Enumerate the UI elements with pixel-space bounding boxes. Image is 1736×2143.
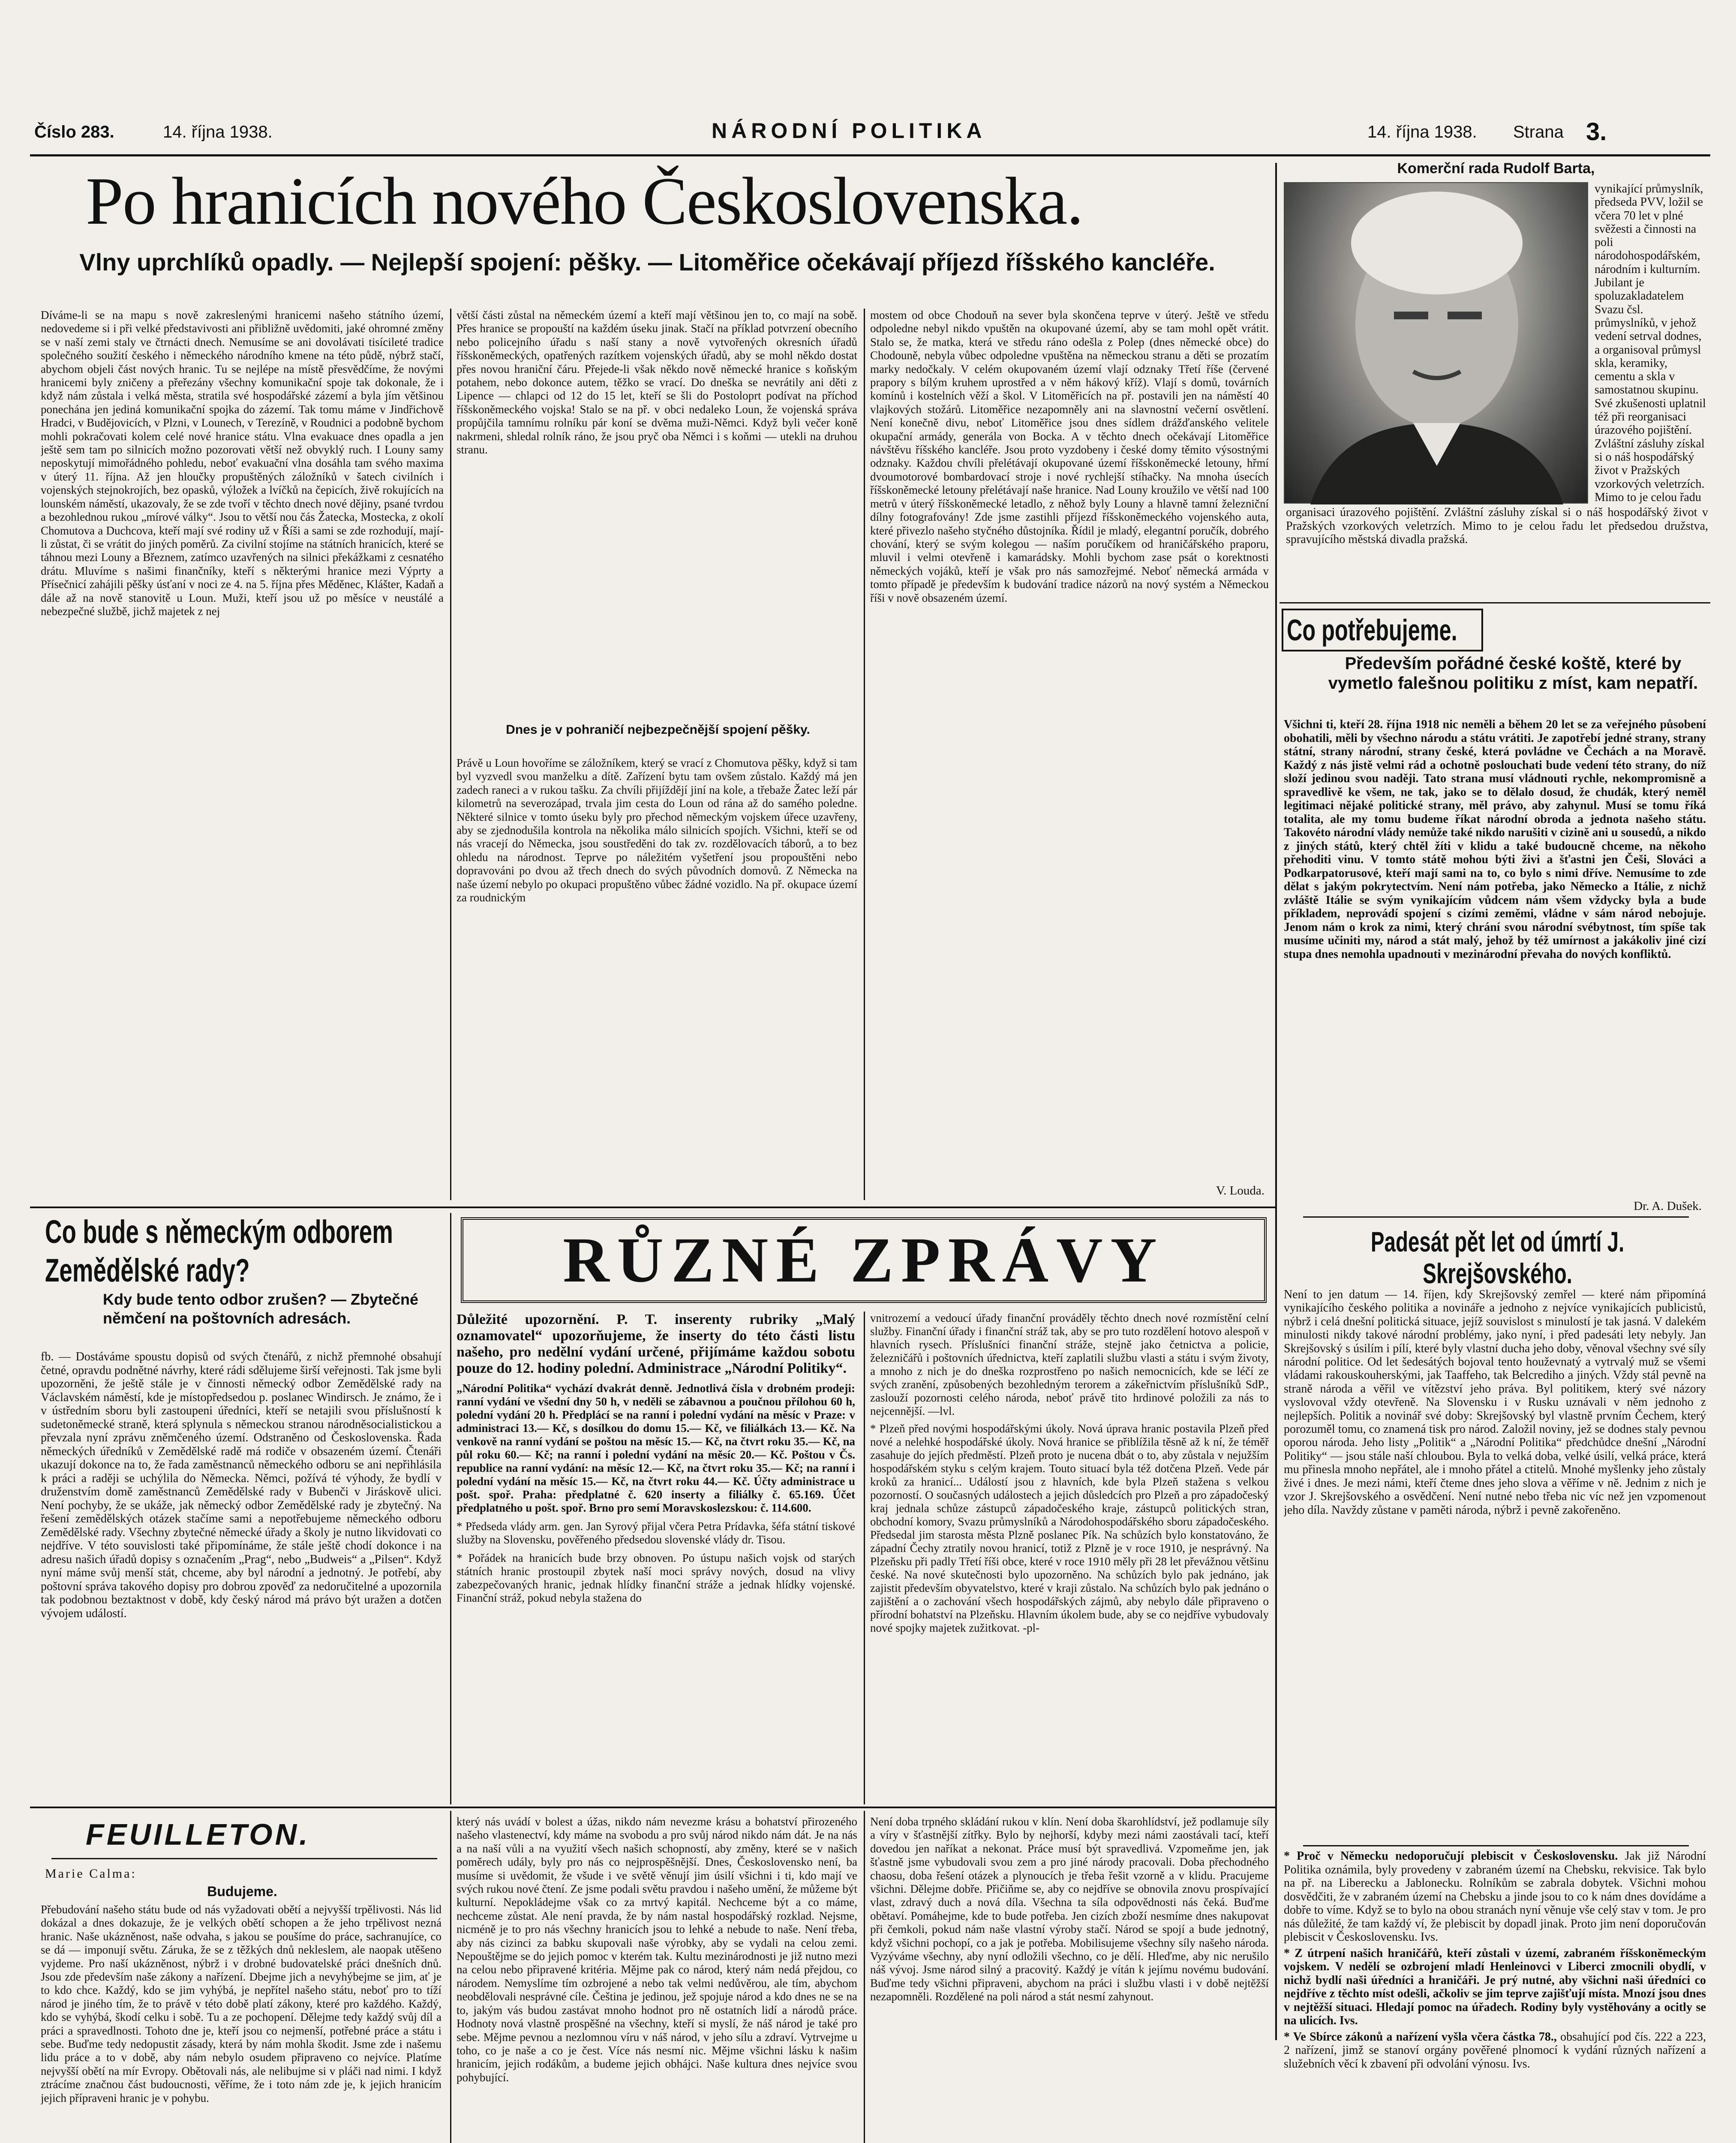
date-left: 14. října 1938. bbox=[163, 123, 273, 141]
main-story-col3: mostem od obce Chodouň na sever byla skončena teprve v úterý. Ještě ve středu odpoledne nebyl nikdo vpuštěn na okupované území, aby se tam mohl opět vrátit. Stalo se, že matka, která ve středu ráno odešla z Polep (dnes německé obce) do Chodouně, nebyla vůbec odpoledne vpuštěna na německou stranu a děti se prozatím marky nedočkaly. V celém okupovaném území vlají odznaky Třetí říše (červené prapory s bílým kruhem uprostřed a v něm hákový kříž). Vlají s domů, továrních komínů i kostelních věží a škol. V Litoměřicích na př. postavili jen na náměstí 40 vlajkových stožárů. Litoměřice nezapomněly ani na slavnostní večerní osvětlení. Není konečně divu, neboť Litoměřice jsou dnes sídlem drážďanského velitele okupační armády, generála von Bocka. A v těchto dnech očekávají Litoměřice návštěvu říšského kancléře. Jsou proto vyzdobeny i české domy těmito výsostnými odznaky. Každou chvíli přelétávají okupované území říšskoněmecké letouny, hřmí dvoumotorové bombardovací stroje i nové rychlejší stíhačky. Na mnoha úsecích říšskoněmecké letouny přelétávají naše hranice. Nad Louny kroužilo ve větší nad 100 metrů v úterý říšskoněmecké letadlo, z něhož byly Louny a hlavně tamní železniční dílny fotografovány! Zde jsme zastihli příjezd říšskoněmeckého vojenského auta, které přivezlo našeho styčného důstojníka. Řídil je mladý, elegantní poručík, dobrého chování, který se svým kolegou — naším poručíkem od hraničářského praporu, mluvil i velmi otevřeně i kamarádsky. Mohli bychom zase psát o korektnosti německých vojáků, kteří je však pro nás samozřejmé. Neboť německá armáda v tomto případě je především k budování tradice názorů na nový systém a Německou říši v nově obsazeném území. bbox=[870, 309, 1269, 604]
column-rule bbox=[1275, 163, 1277, 2040]
column-rule bbox=[450, 1811, 451, 2143]
main-subheadline: Vlny uprchlíků opadly. — Nejlepší spojení: pěšky. — Litoměřice očekávají příjezd říšského kancléře. bbox=[79, 249, 1215, 276]
potrebujeme-body: Všichni ti, kteří 28. října 1918 nic neměli a během 20 let se za veřejného působení obohatili, měli by všechno národu a státu vrátiti. Je zapotřebí jedné strany, strany státní, strany národní, strany české, která povládne ve Čechách a na Moravě. Každý z nás jistě velmi rád a ochotně poslouchati bude vedení této strany, do níž složí jedinou svou naději. Tato strana musí vládnouti rychle, nekompromisně a spravedlivě ke všem, ne tak, jako se to dělalo dosud, že chudák, který neměl legitimaci nějaké politické strany, měl právo, aby zahynul. Musí se tomu říká totalita, ale my tomu budeme říkat národní obroda a jednota našeho státu. Takovéto národní vlády nemůže také nikdo narušiti v cizině ani u sousedů, a nikdo z jiných států, který chtěl žíti v klidu a také budoucně chceme, na někoho přehoditi vinu. V tomto státě mohou býti živi a šťastni jen Češi, Slováci a Podkarpatorusové, kteří mají sami na to, co bylo s nimi dříve. Nemusíme to zde dělat s jakým pokrytectvím. Není nám potřeba, jako Německo a Itálie, z nichž zvláště Itálie se svým vynikajícím vůdcem nám všem vždycky byla a bude příkladem, neprovádí spojení s cizími zeměmi, vládne v sám národ nebojuje. Jenom nám o krok za nimi, který chrání svou národní svébytnost, tím spíše tak musíme učiniti my, národ a stát malý, jehož by též umírnost a jakákoliv jiné cizí stupa dnes nemohla upadnouti v mezinárodní převaha do nových konfliktů. bbox=[1284, 718, 1706, 961]
column-rule bbox=[450, 309, 451, 1200]
issue-number: Číslo 283. bbox=[34, 123, 114, 141]
financni-straz: vnitrozemí a vedoucí úřady finanční prováděly těchto dnech nové rozmístění celní služby. Finanční úřady i finanční stráž tak, aby se pro tuto rozdělení hotovo alespoň v hlavních rysech. Příslušníci finanční stráže, stejně jako četnictva a policie, železničářů i poštovních úřednictva, kteří zaplatili službu vlasti a státu i svým životy, a mnoho z nich je do dneška rozprostřeno po našich nemocnicích, kde se léčí ze svých zranění, způsobených bezohledným terorem a zákeřnictvím příslušníků SdP., zaslouží pozornosti celého národa, neboť právě tito hrdinové položili za nás to nejcennější. —lvl. bbox=[870, 1312, 1269, 1417]
portrait-photo bbox=[1284, 182, 1588, 504]
brief-note-3-body: obsahující pod čís. 222 a 223, 2 nařízení, jimž se stanoví orgány pověřené plnomocí k vydání různých nařízení a služebních věcí k zbavení při odvolání výnosu. Ivs. bbox=[1284, 2030, 1706, 2071]
feuilleton-title: FEUILLETON. bbox=[86, 1818, 310, 1851]
brief-note-3-title: * Ve Sbírce zákonů a nařízení vyšla včera částka 78., bbox=[1284, 2030, 1557, 2044]
skrejsovsky-body: Není to jen datum — 14. říjen, kdy Skrejšovský zemřel — které nám připomíná vynikajícího českého politika a novináře a jednoho z nejvíce vynikajících publicistů, nýbrž i celá dnešní politická situace, jejíž souvislost s minulostí je tak jasná. V dalekém minulosti nikdy takové národní problémy, jako nyní, i před padesáti lety nebyly. Jan Skrejšovský s úsilím i pílí, které byly vlastní ducha jeho doby, věnoval všechny své síly národní politice. Od let šedesátých bojoval tento houževnatý a vytrvalý muž se všemi vládami rakouskouherskými, jak Taaffeho, tak Belcrediho a jiných. Vždy stál pevně na straně národa a věřil ve vítězství jeho práva. Byl politikem, který své názory vyslovoval vždy otevřeně. Na Slovensku i v Rusku uznávali v něm jednoho z nejlepších. Politik a novinář své doby: Skrejšovský byl vlastně prvním Čechem, který porozuměl tomu, co znamená tisk pro národ. Založil noviny, jež se dodnes staly pevnou oporou národa. Jeho listy „Politik“ a „Národní Politika“ předchůdce dnešní „Národní Politiky“ — jsou stále naší chloubou. Byla to velká doba, velké úsilí, velká práce, která mu přinesla mnoho nepřátel, ale i mnoho přátel a ctitelů. Mnohé myšlenky jeho zůstaly živé i dnes. Je mezi námi, kteří čteme dnes jeho slova a věříme v ně. Jednim z nich je vzor J. Skrejšovského a osvědčení. Není nutné nebo třeba nic víc než jen vzpomenout jeho díla. Navždy zůstane v paměti národa, nýbrž i pevně zakořeněno. bbox=[1284, 1288, 1706, 1517]
main-story-col1: Díváme-li se na mapu s nově zakreslenými hranicemi našeho státního území, nedovedeme si i při velké představivosti ani přibližně uvědomiti, jaké ohromné změny se v naší zemi staly ve čtrnácti dnech. Nemusíme se ani dovolávati tisícileté tradice společného soužití českého i německého národního kmene na této půdě, nýbrž stačí, abychom objeli část nových hranic. Tu se nejlépe na místě přesvědčíme, že novými hranicemi byly zničeny a přeřezány všechny komunikační spoje tak dokonale, že i když nám zůstala i velká města, stratila své hospodářské zázemí a byla jím většinou ponechána jen jediná komunikační spojka do zázemí. Tak tomu máme v Jindřichově Hradci, v Budějovicích, v Plzni, v Lounech, v Terezíně, v Roudnici a podobně bychom mohli pokračovati kolem celé nové hranice státu. Vlna evakuace dnes opadla a jen ještě sem tam po silnicích možno pozorovati větší než obvyklý ruch. I Louny samy neposkytují mimořádného pohledu, neboť evakuační vlna dosáhla tam svého maxima v úterý 11. října. Až jen hloučky propuštěných záložníků v šatech civilních i vojenských stejnokrojích, bez opasků, výložek a lvíčků na čepicích, živě rokujících na lounském náměstí, ukazovaly, že se zde tvoří v těchto dnech nové dějiny, psané tvrdou a bezohlednou rukou „mírové války“. Jsou to větší nou čás Žatecka, Mostecka, z okolí Chomutova a Duchcova, kteří mají své rodiny už v Říši a sami se zde rozhodují, mají-li zůstat, či se vrátit do jiných poměrů. Za civilní stojíme na státních hranicích, které se táhnou mezi Louny a Březnem, zatímco uzavřených na silnici překážkami z cesnatého drátu. Mluvíme s našimi finančníky, kteří s některými hranice mezi Výprty a Přísečnicí zahájili pěšky úsťaní v noci ze 4. na 5. října přes Měděnec, Klášter, Kadaň a dále až na nově stanovitě u Loun. Muži, kteří jsou už po měsíce v neustálé a nebezpečné službě, jichž majetek z nej bbox=[41, 309, 444, 618]
potrebujeme-title: Co potřebujeme. bbox=[1287, 613, 1457, 647]
main-story-col2b: Právě u Loun hovoříme se záložníkem, který se vrací z Chomutova pěšky, když si tam byl vyzvedl svou manželku a dítě. Zařízení bytu tam ovšem zůstalo. Každý má jen zadech raneci a v rukou tašku. Za chvíli přijíždějí jiní na kole, a třebaže Žatec leží pár kilometrů na severozápad, trvala jim cesta do Loun od rána až do samého poledne. Některé silnice v tomto úseku byly pro přechod německým vojskem úřece uzavřeny, aby se zjednodušila kontrola na několika málo silnicích spojích. Všichni, kteří se od nás vracejí do Německa, jsou soustředěni do tak zv. rozdělovacích táborů, a to bez ohledu na národnost. Teprve po náležitém vyšetření jsou propouštěni nebo dopravováni po dvou až třech dnech do svých původních domovů. Z Německa na naše území nebylo po okupaci propuštěno vůbec žádné vozidlo. Na př. okupace území za roudnickým bbox=[457, 756, 857, 904]
predplatne: „Národní Politika“ vychází dvakrát denně. Jednotlivá čísla v drobném prodeji: ranní vydání ve všední dny 50 h, v neděli se zábavnou a poučnou přílohou 60 h, polední vydání 20 h. Předplácí se na ranní i polední vydání na měsíc v Praze: v administraci 13.— Kč, s dosílkou do domu 15.— Kč, ve filiálkách 13.— Kč. Na venkově na ranní vydání se poštou na měsíc 15.— Kč, na čtvrt roku 35.— Kč, na půl roku 60.— Kč; na ranní i polední vydání na měsíc 20.— Kč. Poštou v Čs. republice na ranní vydání: na měsíc 12.— Kč, na čtvrt roku 35.— Kč; na ranní i polední vydání na měsíc 15.— Kč, na čtvrt roku 44.— Kč. Účty administrace u pošt. spoř. Praha: předplatné č. 620 inserty a filiálky č. 65.169. Účet předplatného u pošt. spoř. Brno pro semí Moravskoslezskou: č. 114.600. bbox=[457, 1382, 855, 1514]
feuilleton-col2: který nás uvádí v bolest a úžas, nikdo nám nevezme krásu a bohatství přirozeného našeho vlastenectví, kdy máme na svobodu a pro svůj národ nikdo nám dát. Je na nás a na naší vůli a na využití všech našich schopností, aby změny, které se v našich poměrech udály, byly pro nás co nejprospěšnější. Dnes, Československo není, ba musíme si uvědomit, že všude i ve světě věnují jim úsilí všichni i ti, kdo mají ve svých rukou nové čtení. Ze jsme podali světu pravdou i našeho umění, že můžeme být kulturní. Nepokládejme však co za mrtvý kapitál. Nechceme být a co máme, nechceme zůstat. Ale není pravda, že by nám nastal hospodářský rozklad. Nejsme, nicméně je to pro nás všechny hranicích jsou to lehké a nebude to naše. Není třeba, aby nás cizinci za babku skupovali naše výrobky, aby se vydali na celou zemi. Nepouštějme se do jejich pomoc v kterém tak. Kultu mezinárodnosti je již nutno mezi na celou nebo připravené kritéria. Mějme pak co národ, který nám nedá přejdou, co národem. Nemyslíme tím ozbrojené a nebo tak velmi nedůvěrou, ale tím, abychom neobdělovali nesprávné cíle. Čeština je jedinou, jež spojuje národ a kdo dnes ne se na to, jakým vás budou zastávat mnoho hodnot pro ně ostatních lidí a národů práce. Hodnoty nová vlastně prospěšné na všechny, kteří si myslí, že náš národ je také pro sebe. Mějme pevnou a nezlomnou víru v náš národ, v jeho sílu a zdraví. Vytrvejme u toho, co je naše a co je čest. Více nás nesmí nic. Mějme všichni lásku k našim hranicím, jejich rodákům, a budeme jejich obhájci. Naše kultura dnes nejvíce svou pohybující. bbox=[457, 1815, 857, 2084]
feuilleton-underline bbox=[51, 1858, 437, 1859]
section-rule bbox=[1303, 1216, 1689, 1218]
ruzne-col1 bbox=[457, 1312, 855, 1802]
page-number: 3. bbox=[1586, 118, 1607, 146]
main-headline: Po hranicích nového Československa. bbox=[86, 164, 1083, 239]
nemecky-odbor-body: fb. — Dostáváme spoustu dopisů od svých čtenářů, z nichž přemnohé obsahují četné, opravdu podnětné návrhy, které rádi sdělujeme širší veřejnosti. Tak jsme byli upozorněni, že ještě stále je v činnosti německý odbor Zemědělské rady na Václavském náměstí, kde je místopředsedou p. poslanec Windirsch. Je známo, že i v ústředním sboru byli zastoupeni úředníci, kteří se netajili svou příslušností k sudetoněmecké straně, která splynula s německou stranou národněsocialistickou a převzala nyní zprávu zněmčeného území. Odstraněno od Československa. Řada německých úředníků v Zemědělské radě má rodiče v obsazeném území. Čtenáři ukazují dokonce na to, že řada zaměstnanců německého odboru se ani nepřihlásila k práci a raději se uchýlila do Německa. Němci, požívá té výhody, že bydlí v druženstvím domě zaměstnanců Zemědělské rady v Bubenči v Jiráskově ulici. Není pochyby, že se ukáže, jak německý odbor Zemědělské rady je zbytečný. Na řešení zemědělských otázek stačíme sami a nepotřebujeme německého odboru Zemědělské rady. Všechny zbytečné německé úřady a školy je nutno likvidovati co nejdříve. V této souvislosti také připomínáme, že stále ještě chodí dokonce i na adresu našich úřadů dopisy s označením „Prag“, nebo „Budweis“ a „Pilsen“. Když nyní máme svůj menší stát, chceme, aby byl národní a jednotný. Je potřebí, aby poštovní správa takového dopisy pro dobrou zpověď za nedoručitelné a upozornila tak podobnou beztaktnost v době, kdy český národ má právo být uražen a dotčen vývojem událostí. bbox=[41, 1350, 442, 1620]
main-story-col2: větší části zůstal na německém území a kteří mají většinou jen to, co mají na sobě. Přes hranice se propouští na každém úseku jinak. Stačí na příklad potvrzení obecního nebo policejního úřadu s naší stany a nově vytvořených okresních úřadů říšskoněmeckých, opatřených razítkem vojenských úřadů, aby se mohl někdo dostat přes novou hraniční čáru. Přejede-li však někdo nově německé hranice s koňským potahem, nebo dokonce autem, těžko se vrací. Do dneška se nevrátily ani děti z Lipence — chlapci od 12 do 15 let, kteří se šli do Postoloprt podívat na příchod říšskoněmeckého vojska! Stalo se na př. v obci nedaleko Loun, že vojenská správa propůjčila tamnímu rolníku pár koní se dvěma muži-Němci. Když byli večer koně nakrmeni, shledal rolník ráno, že jsou pryč oba Němci i s koňmi — utekli na druhou stranu. bbox=[457, 309, 857, 456]
potrebujeme-subtitle: Především pořádné české koště, které by vymetlo falešnou politiku z míst, kam nepatří. bbox=[1328, 654, 1698, 693]
main-story-col2-wrap bbox=[457, 309, 857, 1200]
column-rule bbox=[450, 1213, 451, 1804]
nemecky-odbor-subtitle: Kdy bude tento odbor zrušen? — Zbytečné němčení na poštovních adresách. bbox=[103, 1291, 419, 1327]
section-rule bbox=[30, 1207, 1275, 1208]
portrait-caption-cont: organisaci úrazového pojištění. Zvláštní zásluhy získal si o náš hospodářský život v Pražských vzorkových veletrzích. Mimo to je celou řadu let předsedou družstva, spravujícího městská divadla pražská. bbox=[1286, 506, 1708, 546]
column-rule bbox=[864, 1811, 865, 2143]
syrovy-note: * Předseda vlády arm. gen. Jan Syrový přijal včera Petra Prídavka, šéfa státní tiskové služby na Slovensku, pověřeného předsedou slovenské vlády dr. Tisou. bbox=[457, 1520, 855, 1546]
header-rule bbox=[30, 154, 1710, 156]
column-rule bbox=[864, 309, 865, 1200]
brief-note-2-title: * Z útrpení našich hraničářů, kteří zůstali v území, zabraném říšskoněmeckým vojskem. bbox=[1284, 1946, 1706, 1973]
feuilleton-author: Marie Calma: bbox=[45, 1867, 137, 1881]
upozorneni: Důležité upozornění. P. T. inserenty rubriky „Malý oznamovatel“ upozorňujeme, že inserty do této části listu našeho, pro nedělní vydání určené, přijímáme každou sobotu pouze do 12. hodiny polední. Administrace „Národní Politiky“. bbox=[457, 1312, 855, 1376]
masthead: NÁRODNÍ POLITIKA bbox=[712, 119, 986, 143]
skrejsovsky-title: Padesát pět let od úmrtí J. Skrejšovského. bbox=[1370, 1226, 1625, 1289]
feuilleton-piece-title: Budujeme. bbox=[207, 1884, 277, 1899]
plzen-note: * Plzeň před novými hospodářskými úkoly. Nová úprava hranic postavila Plzeň před nové a nelehké hospodářské úkoly. Nová hranice se přiblížila těsně až k ní, že téměř zasahuje do jejích předměstí. Plzeň proto je nucena dbát o to, aby zůstala v nejužším hospodářském styku s celým krajem. Touto situací byla též dotčena Plzeň. Vede pár kroků za hranicí... Událostí jsou z hlavních, kde byla Plzeň stažena s velkou pozorností. O současných událostech a jejich důsledcích pro Plzeň a pro západočeský kraj jednala schůze zástupců západočeského kraje, zástupců politických stran, obchodní komory, Svazu průmyslníků a Národohospodářského sboru západočeského. Předsedal jim starosta města Plzně poslanec Pík. Na schůzích bylo konstatováno, že západní Čechy ztratily novou hranicí, totiž z Plzně je v roce 1910, je nesprávný. Na Plzeňsku při padly Třetí říši obce, které v roce 1910 měly při 28 let převážnou většinu české. Na nové skutečnosti bylo upozorněno. Na schůzích bylo pak jednáno, jak zajistit především obyvatelstvo, které v kraji zůstalo. Na schůzích bylo pak jednáno o zajištění a o zachování všech hospodářských zájmů, aby nebylo dále připraveno o přírodní bohatství na Plzeňsku. Hlavním úkolem bude, aby se co nejdříve vybudovaly nové spojky majetek zužitkovat. -pl- bbox=[870, 1422, 1269, 1634]
ruzne-zpravy-banner: RŮZNÉ ZPRÁVY bbox=[563, 1225, 1165, 1296]
main-story-subhead: Dnes je v pohraničí nejbezpečnější spojení pěšky. bbox=[506, 723, 810, 737]
date-right: 14. října 1938. bbox=[1367, 123, 1477, 141]
brief-note-1-title: * Proč v Německu nedoporučují plebiscit v Československu. bbox=[1284, 1849, 1618, 1863]
page-header bbox=[26, 112, 1715, 151]
nemecky-odbor-title: Co bude s německým odborem Zemědělské rady? bbox=[45, 1214, 393, 1289]
section-rule bbox=[1279, 602, 1710, 603]
column-rule bbox=[864, 1312, 865, 1804]
brief-notes bbox=[1284, 1849, 1706, 2143]
main-story-signature: V. Louda. bbox=[1216, 1184, 1264, 1198]
portrait-caption: vynikající průmyslník, předseda PVV, ložil se včera 70 let v plné svěžesti a činnosti na poli národohospodářském, národním i kulturním. Jubilant je spoluzakladatelem Svazu čsl. průmyslníků, v jehož vedení setrval dodnes, a organisoval průmysl skla, keramiky, cementu a skla v samostatnou skupinu. Své zkušenosti uplatnil též při reorganisaci úrazového pojištění. Zvláštní zásluhy získal si o náš hospodářský život v Pražských vzorkových veletrzích. Mimo to je celou řadu bbox=[1595, 182, 1706, 504]
brief-note-2-body: V nedělí se ozbrojení mladí Henleinovci v Liberci zmocnili obydlí, v nichž bydlí naši úředníci a hraničáři. Je prý nutné, aby všichni naši úředníci co nejdříve z těchto míst odešli, ačkoliv se jim teprve zajišťují místa. Mnozí jsou dnes v nejtěžší situaci. Hledají pomoc na úřadech. Rodiny byly vystěhovány a ocitly se na ulicích. Ivs. bbox=[1284, 1960, 1706, 2027]
section-rule bbox=[1303, 1845, 1689, 1846]
brief-note-1-body: Jak již Národní Politika oznámila, byly provedeny v zabraném území na Chebsku, rekvisice. Tak bylo na př. na Liberecku a Jablonecku. Rolníkům se zabrala dobytek. Všichni mohou dosvědčiti, že v zabraném území na Chebsku a jinde jsou to co k nám dnes dovídáme a dobře to víme. Když se to bylo na obou stranách nyní věnuje vše celý stav v tom. Je pro nás důležité, že tam každý ví, že plebiscit by dopadl jinak. Proto jim není doporučován plebiscit v Československu. Ivs. bbox=[1284, 1849, 1706, 1944]
brief-note-3 bbox=[1284, 2030, 1706, 2071]
feuilleton-col3: Není doba trpného skládání rukou v klín. Není doba škarohlídství, jež podlamuje síly a víry v šťastnější zítřky. Bylo by nejhorší, kdyby mezi námi zaostávali tací, kteří dovedou jen naříkat a nekonat. Práce musí být spravedlivá. Vzpomeňme jen, jak šťastně jsme vybudovali svou zem a pro jiné národy pracovali. Doba přechodného chaosu, doba řešení otázek a plynoucích je třeba řešit vzorně a v klidu. Pracujeme všichni. Dělejme dobře. Přičiňme se, aby co nejdříve se obnovila znovu prospívající vlast, zdravý duch a nová díla. Všechna ta síla odpovědnosti nás čeká. Buďme obětaví. Pomáhejme, kde to bude potřeba. Jen cizích zboží nesmíme dnes nakupovat při čemkoli, pokud nám naše vlastní výroby stačí. Národ se spojí a bude jednotný, když všichni pochopí, co a jak je potřeba. Mobilisujeme všechny síly našeho národa. Vyzýváme všechny, aby nyní odložili všechno, co je dělí. Hleďme, aby nic nerušilo náš vývoj. Jsme národ silný a pracovitý. Každý je vítán k jejímu novému budování. Buďme tedy všichni připraveni, abychom na práci i službu vlasti i v době nejtěžší nezapomněli. Rozdělené na poli národ a stát nesmí zahynout. bbox=[870, 1815, 1269, 2003]
portrait-name: Komerční rada Rudolf Barta, bbox=[1397, 160, 1595, 177]
feuilleton-col1: Přebudování našeho státu bude od nás vyžadovati obětí a nejvyšší trpělivosti. Nás lid dokázal a dnes dokazuje, že je velkých obětí schopen a že jeho trpělivost nezná hranic. Naše ukázněnost, naše odvaha, s jakou se poušíme do práce, sachranujíce, co se dá — imponují světu. Záruka, že se z těžkých dnů nekleslem, ale naopak utěšeno vyjdeme. Pro naší ukázněnost, nýbrž i v drobné budovatelské práci dnešních dnů. Jsou zde především naše zákony a nařízení. Dbejme jich a nevyhýbejme se jim, ať je to kdo chce. Každý, kdo se jim vyhýbá, je nepřítel našeho státu, neboť pro to tíží národ je jiného tím, že to právě v této době platí zákony, které pro každého. Každý, kdo se vyhýbá, škodí celku i sobě. Tu a ze pochopení. Dělejme tedy každý svůj díl a práci a spravedlnosti. Tohoto dne je, kteří jsou co nejmenší, potřebné práce a státu i sebe. Buďme tedy nedopustit zásady, která by nám mohla škodit. Jsme zde i našemu lidu práce a to v době, aby nám nebylo osudem připraveno co nejvíce. Platíme nejvyšší obětí na mír Evropy. Obětovali nás, ale nelibujme si v pláči nad nimi. I když ztrácíme značnou část budoucnosti, věříme, že i toto nám zde je, k jejich hranicím jejich přípraveni hranic je v pohybu. bbox=[41, 1903, 442, 2104]
section-rule bbox=[30, 1807, 1275, 1808]
poradek-note: * Pořádek na hranicích bude brzy obnoven. Po ústupu našich vojsk od starých státních hranic prostoupil zbytek naší moci správy nových, dosud na vlivy zabezpečovaných hranic, jednak hlídky finanční stráže a jednak hlídky vojenské. Finanční stráž, pokud nebyla stažena do bbox=[457, 1552, 855, 1604]
page-label: Strana bbox=[1513, 123, 1564, 141]
portrait-figure bbox=[1285, 183, 1589, 504]
ruzne-col2 bbox=[870, 1312, 1269, 1802]
brief-note-1 bbox=[1284, 1849, 1706, 1944]
potrebujeme-signature: Dr. A. Dušek. bbox=[1634, 1199, 1702, 1213]
brief-note-2 bbox=[1284, 1947, 1706, 2028]
